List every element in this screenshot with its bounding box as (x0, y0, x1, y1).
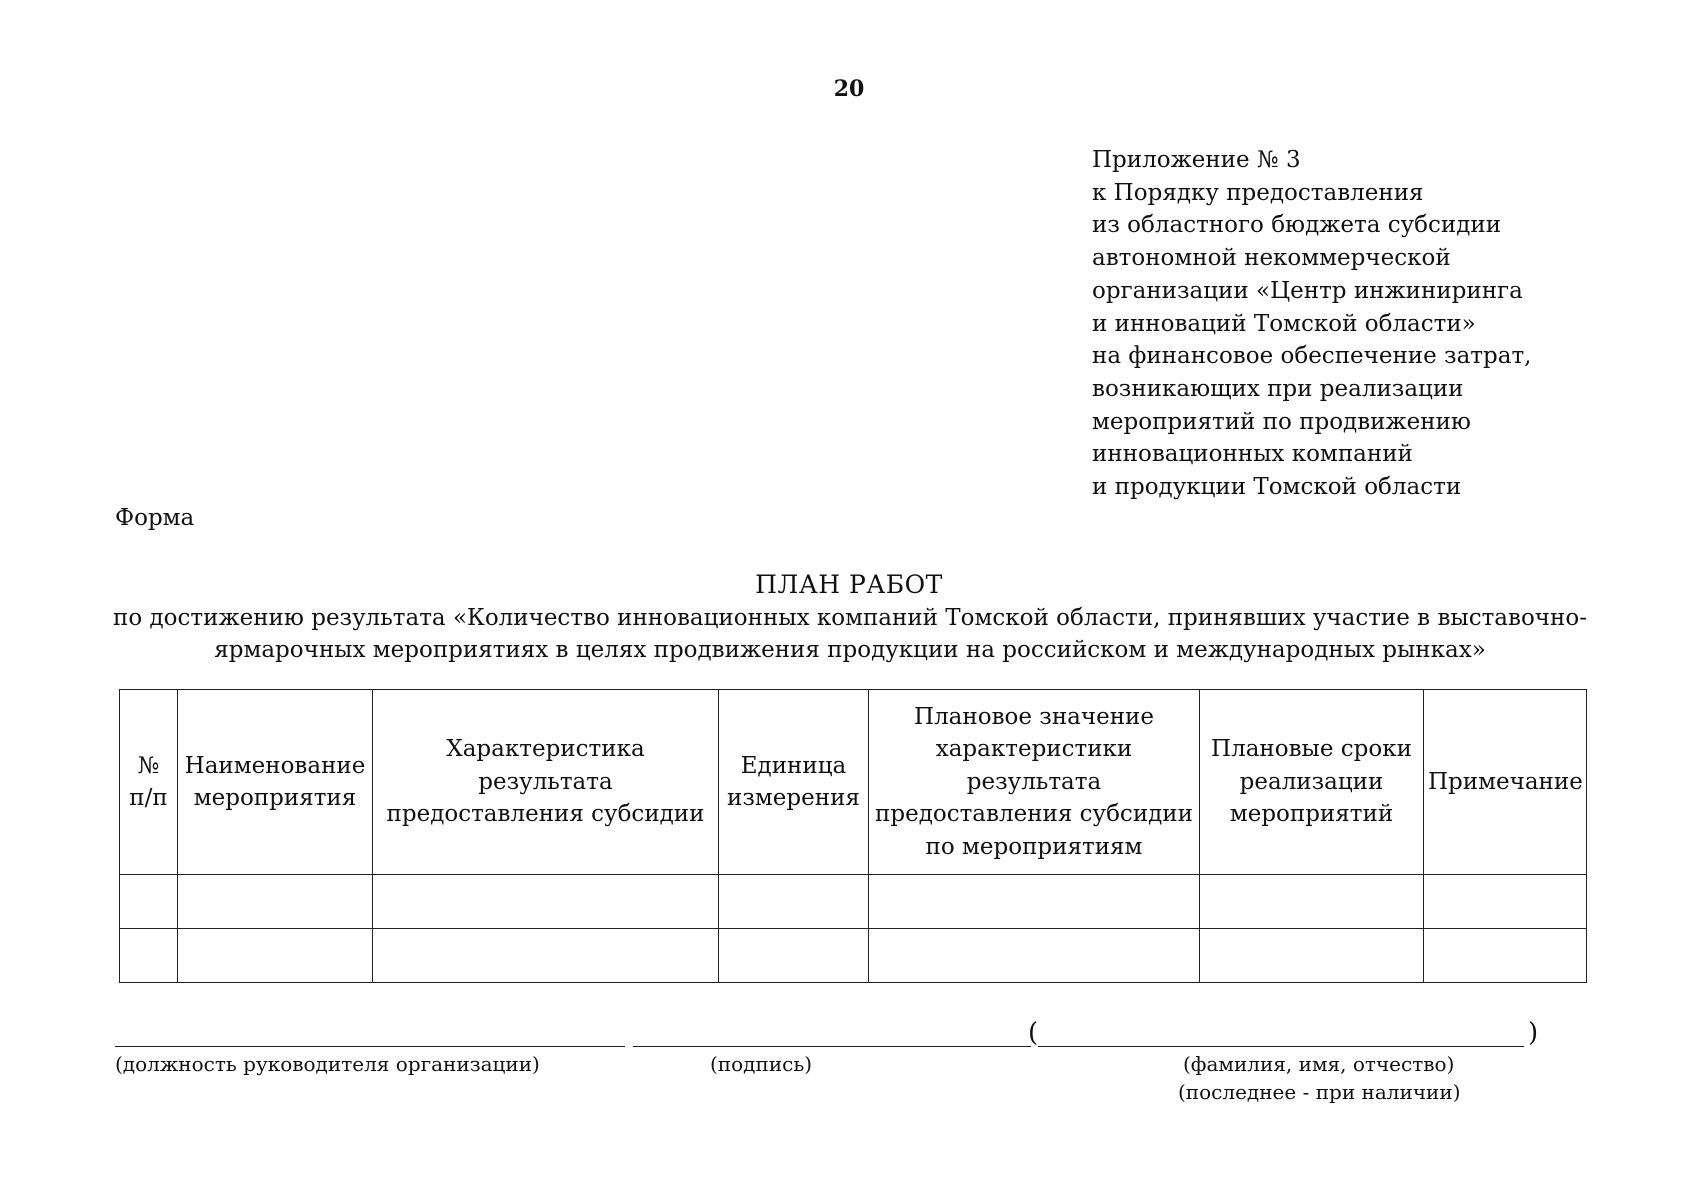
appendix-line: инновационных компаний (1092, 441, 1413, 468)
full-name-caption-note: (последнее - при наличии) (1178, 1080, 1461, 1104)
document-subtitle (110, 602, 1590, 666)
full-name-caption: (фамилия, имя, отчество) (1183, 1052, 1455, 1076)
appendix-line: возникающих при реализации (1092, 375, 1464, 402)
full-name-signature-line[interactable] (1038, 1028, 1524, 1047)
appendix-line: из областного бюджета субсидии (1092, 212, 1502, 239)
table-cell[interactable] (178, 929, 373, 983)
header-result-characteristic: Характеристика результата предоставления субсидии (373, 690, 719, 875)
table-cell[interactable] (120, 929, 178, 983)
position-caption: (должность руководителя организации) (115, 1052, 540, 1076)
work-plan-table (119, 689, 1587, 983)
subtitle-line-1: по достижению результата «Количество инновационных компаний Томской области, принявших участие в выставочно- (113, 605, 1587, 631)
subtitle-line-2: ярмарочных мероприятиях в целях продвижения продукции на российском и международных рынках» (214, 637, 1486, 663)
page-number: 20 (833, 76, 865, 102)
header-unit: Единица измерения (719, 690, 869, 875)
table-cell[interactable] (120, 875, 178, 929)
appendix-line: автономной некоммерческой (1092, 245, 1451, 272)
document-title: ПЛАН РАБОТ (755, 570, 943, 599)
appendix-block (1092, 144, 1652, 504)
table-cell[interactable] (178, 875, 373, 929)
form-label: Форма (115, 505, 195, 531)
signature-line[interactable] (633, 1028, 1031, 1047)
appendix-line: Приложение № 3 (1092, 147, 1301, 173)
open-parenthesis: ( (1028, 1018, 1039, 1048)
table-cell[interactable] (869, 875, 1200, 929)
appendix-line: к Порядку предоставления (1092, 179, 1424, 206)
signature-caption: (подпись) (710, 1052, 813, 1076)
appendix-line: и инноваций Томской области» (1092, 310, 1476, 337)
table-cell[interactable] (1424, 929, 1587, 983)
header-note: Примечание (1424, 690, 1587, 875)
table-cell[interactable] (719, 875, 869, 929)
header-planned-dates: Плановые сроки реализации мероприятий (1200, 690, 1424, 875)
table-row (120, 875, 1587, 929)
header-number: № п/п (120, 690, 178, 875)
table-cell[interactable] (719, 929, 869, 983)
table-cell[interactable] (1200, 875, 1424, 929)
close-parenthesis: ) (1528, 1018, 1539, 1048)
table-cell[interactable] (869, 929, 1200, 983)
header-activity-name: Наименование мероприятия (178, 690, 373, 875)
table-cell[interactable] (1424, 875, 1587, 929)
appendix-line: организации «Центр инжиниринга (1092, 277, 1523, 304)
table-row (120, 929, 1587, 983)
appendix-line: мероприятий по продвижению (1092, 408, 1471, 435)
table-cell[interactable] (1200, 929, 1424, 983)
table-cell[interactable] (373, 929, 719, 983)
table-cell[interactable] (373, 875, 719, 929)
appendix-line: на финансовое обеспечение затрат, (1092, 343, 1532, 370)
table-header-row (120, 690, 1587, 875)
header-planned-value: Плановое значение характеристики результата предоставления субсидии по мероприятиям (869, 690, 1200, 875)
position-signature-line[interactable] (115, 1028, 625, 1047)
appendix-line: и продукции Томской области (1092, 474, 1462, 501)
